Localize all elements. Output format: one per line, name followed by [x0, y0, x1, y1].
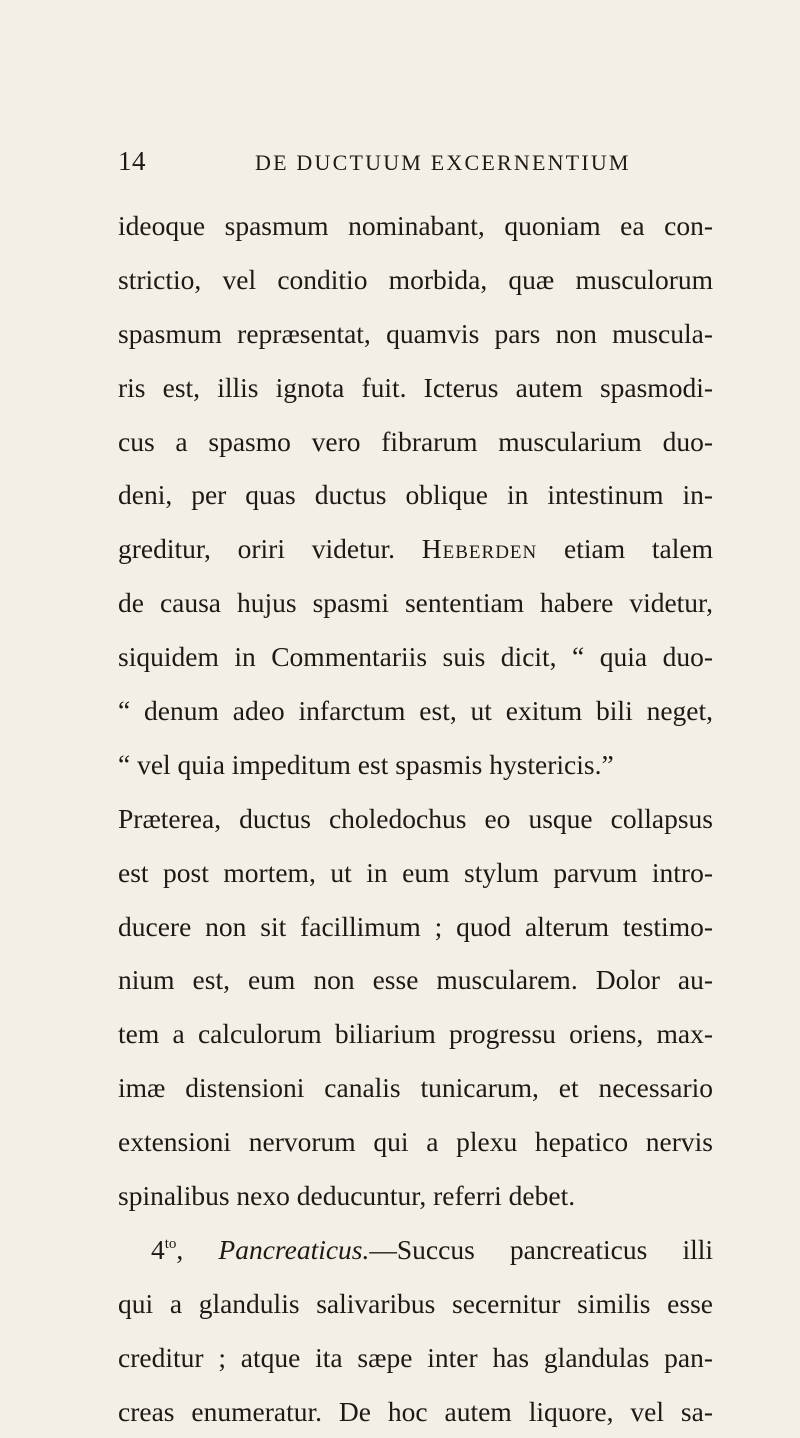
text-line: tem a calculorum biliarium progressu oriens, max-	[118, 1018, 713, 1050]
text-line	[118, 522, 713, 576]
section-heading-line	[118, 1223, 713, 1277]
text-line: ris est, illis ignota fuit. Icterus autem spasmodi-	[118, 371, 713, 403]
running-title: DE DUCTUUM EXCERNENTIUM	[255, 150, 631, 175]
text-line: ideoque spasmum nominabant, quoniam ea con-	[118, 210, 713, 241]
page-header	[118, 146, 710, 180]
text-line: deni, per quas ductus oblique in intestinum in-	[118, 479, 713, 511]
text-line: “ denum adeo infarctum est, ut exitum bili neget,	[118, 695, 713, 727]
text-line: qui a glandulis salivaribus secernitur similis esse	[118, 1287, 713, 1319]
text-line: creditur ; atque ita sæpe inter has glandulas pan-	[118, 1341, 713, 1373]
section-number: 4	[151, 1233, 165, 1265]
text-line: strictio, vel conditio morbida, quæ musculorum	[118, 263, 713, 295]
text-line: de causa hujus spasmi sententiam habere videtur,	[118, 587, 713, 619]
text-segment: etiam talem	[537, 533, 713, 565]
text-line: siquidem in Commentariis suis dicit, “ quia duo-	[118, 641, 713, 673]
section-title: Pancreaticus.	[218, 1233, 370, 1265]
text-segment: ,	[176, 1233, 219, 1265]
text-segment: —Succus pancreaticus illi	[369, 1233, 713, 1265]
body-text	[118, 199, 713, 1438]
text-line: spasmum repræsentat, quamvis pars non muscula-	[118, 317, 713, 349]
page-number: 14	[118, 146, 146, 176]
text-segment: greditur, oriri videtur.	[118, 533, 422, 565]
text-line: Præterea, ductus choledochus eo usque collapsus	[118, 802, 713, 834]
text-line: cus a spasmo vero fibrarum muscularium duo-	[118, 425, 713, 457]
author-name-heberden: Heberden	[421, 533, 538, 565]
text-line: spinalibus nexo deducuntur, referri debet.	[118, 1180, 576, 1212]
ordinal-superscript: to	[164, 1235, 177, 1252]
text-line: ducere non sit facillimum ; quod alterum testimo-	[118, 910, 713, 942]
text-line: “ vel quia impeditum est spasmis hystericis.”	[118, 748, 614, 780]
text-line: nium est, eum non esse muscularem. Dolor au-	[118, 964, 713, 996]
text-line: imæ distensioni canalis tunicarum, et necessario	[118, 1072, 713, 1104]
text-line: creas enumeratur. De hoc autem liquore, vel sa-	[118, 1395, 713, 1427]
text-line: extensioni nervorum qui a plexu hepatico nervis	[118, 1126, 713, 1158]
text-line: est post mortem, ut in eum stylum parvum intro-	[118, 856, 713, 888]
